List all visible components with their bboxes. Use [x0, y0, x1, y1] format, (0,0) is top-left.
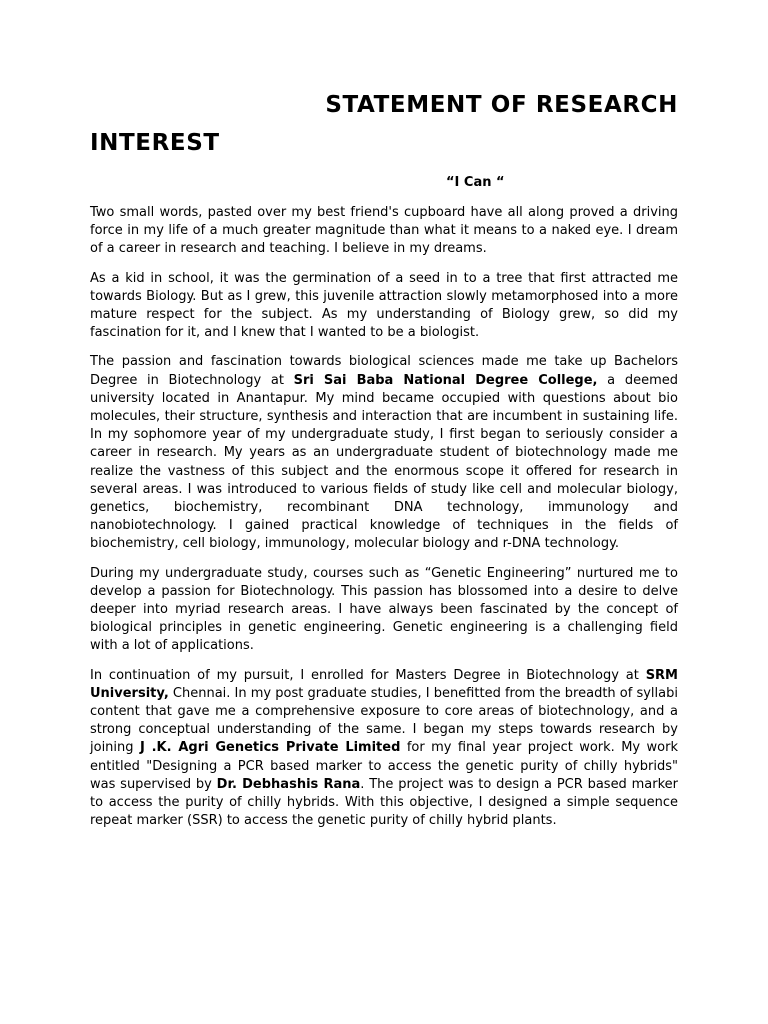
paragraph-3 — [90, 353, 678, 553]
paragraph-1 — [90, 204, 678, 259]
paragraph-5-text-b: Chennai. In my post graduate studies, I benefitted from the breadth of syllabi content that gave me a comprehensive exposure to core areas of biotechnology, and a strong conceptual understanding of the same. I began my steps towards research by joining — [90, 685, 678, 756]
document-page — [90, 88, 678, 831]
paragraph-5-text-d: . The project was to design a PCR based marker to access the purity of chilly hybrids. With this objective, I designed a simple sequence repeat marker (SSR) to access the genetic purity of chilly hybrid plants. — [90, 776, 678, 829]
university-name: SRM University, — [90, 667, 678, 701]
supervisor-name: Dr. Debhashis Rana — [216, 776, 361, 792]
company-name: J .K. Agri Genetics Private Limited — [139, 740, 401, 756]
document-title-line1: STATEMENT OF RESEARCH — [325, 92, 678, 118]
paragraph-5-text-c: for my final year project work. My work entitled "Designing a PCR based marker to access the genetic purity of chilly hybrids" was supervised by — [90, 740, 678, 792]
paragraph-2-text: As a kid in school, it was the germination of a seed in to a tree that first attracted me towards Biology. But as I grew, this juvenile attraction slowly metamorphosed into a more mature respect for the subject. As my understanding of Biology grew, so did my fascination for it, and I knew that I wanted to be a biologist. — [90, 270, 678, 341]
document-subtitle: “I Can “ — [446, 175, 505, 190]
paragraph-5 — [90, 667, 678, 831]
document-title-line2: INTEREST — [90, 130, 220, 156]
paragraph-3-text-b: a deemed university located in Anantapur. My mind became occupied with questions about bio molecules, their structure, synthesis and interaction that are incumbent in sustaining life. In my sophomore year of my undergraduate study, I first began to seriously consider a career in research. My years as an undergraduate student of biotechnology made me realize the vastness of this subject and the enormous scope it offered for research in several areas. I was introduced to various fields of study like cell and molecular biology, genetics, biochemistry, recombinant DNA technology, immunology and nanobiotechnology. I gained practical knowledge of techniques in the fields of biochemistry, cell biology, immunology, molecular biology and r-DNA technology. — [90, 372, 678, 552]
paragraph-5-text-a: In continuation of my pursuit, I enrolled for Masters Degree in Biotechnology at — [90, 667, 646, 683]
paragraph-4 — [90, 565, 678, 656]
paragraph-1-text: Two small words, pasted over my best friend's cupboard have all along proved a driving force in my life of a much greater magnitude than what it means to a naked eye. I dream of a career in research and teaching. I believe in my dreams. — [90, 205, 678, 257]
paragraph-3-text-a: The passion and fascination towards biological sciences made me take up Bachelors Degree in Biotechnology at — [90, 354, 678, 388]
paragraph-4-text: During my undergraduate study, courses such as “Genetic Engineering” nurtured me to develop a passion for Biotechnology. This passion has blossomed into a desire to delve deeper into myriad research areas. I have always been fascinated by the concept of biological principles in genetic engineering. Genetic engineering is a challenging field with a lot of applications. — [90, 565, 678, 654]
paragraph-2 — [90, 270, 678, 343]
college-name: Sri Sai Baba National Degree College, — [293, 372, 598, 388]
